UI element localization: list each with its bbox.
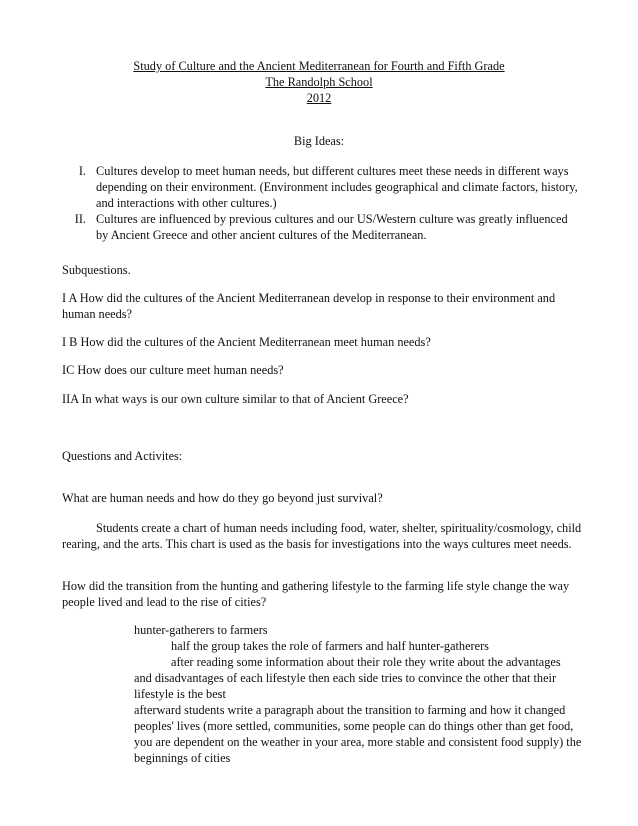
school-name: The Randolph School [265,75,373,89]
activity-title: hunter-gatherers to farmers [134,623,268,637]
subquestion-item: I B How did the cultures of the Ancient Mediterranean meet human needs? [62,335,431,349]
big-ideas-list [62,163,582,243]
big-idea-text: Cultures develop to meet human needs, but different cultures meet these needs in different ways depending on their environment. (Environment includes geographical and climate factors, history, and interactions with other cultures.) [96,164,578,210]
activity-line-roles: half the group takes the role of farmers and half hunter-gatherers [171,639,489,653]
document-header [0,58,638,106]
activity-afterward: afterward students write a paragraph about the transition to farming and how it changed peoples' lives (more settled, communities, some people can do things other than get food, you are dependent on the weather in your area, more stable and consistent food supply) the beginnings of cities [134,703,582,765]
question-human-needs: What are human needs and how do they go beyond just survival? [62,491,383,505]
big-idea-item [62,163,582,211]
big-idea-number: I. [78,164,86,178]
activity-line-advantages: after reading some information about their role they write about the advantages [171,655,561,669]
subquestion-item: I A How did the cultures of the Ancient Mediterranean develop in response to their environment and human needs? [62,291,556,321]
big-idea-text: Cultures are influenced by previous cultures and our US/Western culture was greatly influenced by Ancient Greece and other ancient cultures of the Mediterranean. [96,212,568,242]
subquestion-item: IIA In what ways is our own culture similar to that of Ancient Greece? [62,392,409,406]
big-idea-item [62,211,582,243]
subquestions-heading: Subquestions. [62,263,131,277]
document-title: Study of Culture and the Ancient Mediterranean for Fourth and Fifth Grade [133,59,505,73]
big-idea-number: II. [74,212,86,226]
question-farming-transition: How did the transition from the hunting and gathering lifestyle to the farming life style change the way people lived and lead to the rise of cities? [62,579,570,609]
questions-heading: Questions and Activites: [62,449,183,463]
subquestion-item: IC How does our culture meet human needs? [62,363,284,377]
activity-human-needs-chart: Students create a chart of human needs including food, water, shelter, spirituality/cosmology, child rearing, and the arts. This chart is used as the basis for investigations into the ways cultures meet needs. [62,521,582,551]
farming-activity-block [134,622,584,766]
activity-line-convince: and disadvantages of each lifestyle then each side tries to convince the other that their lifestyle is the best [134,671,557,701]
big-ideas-heading: Big Ideas: [293,134,345,148]
document-year: 2012 [306,91,332,105]
